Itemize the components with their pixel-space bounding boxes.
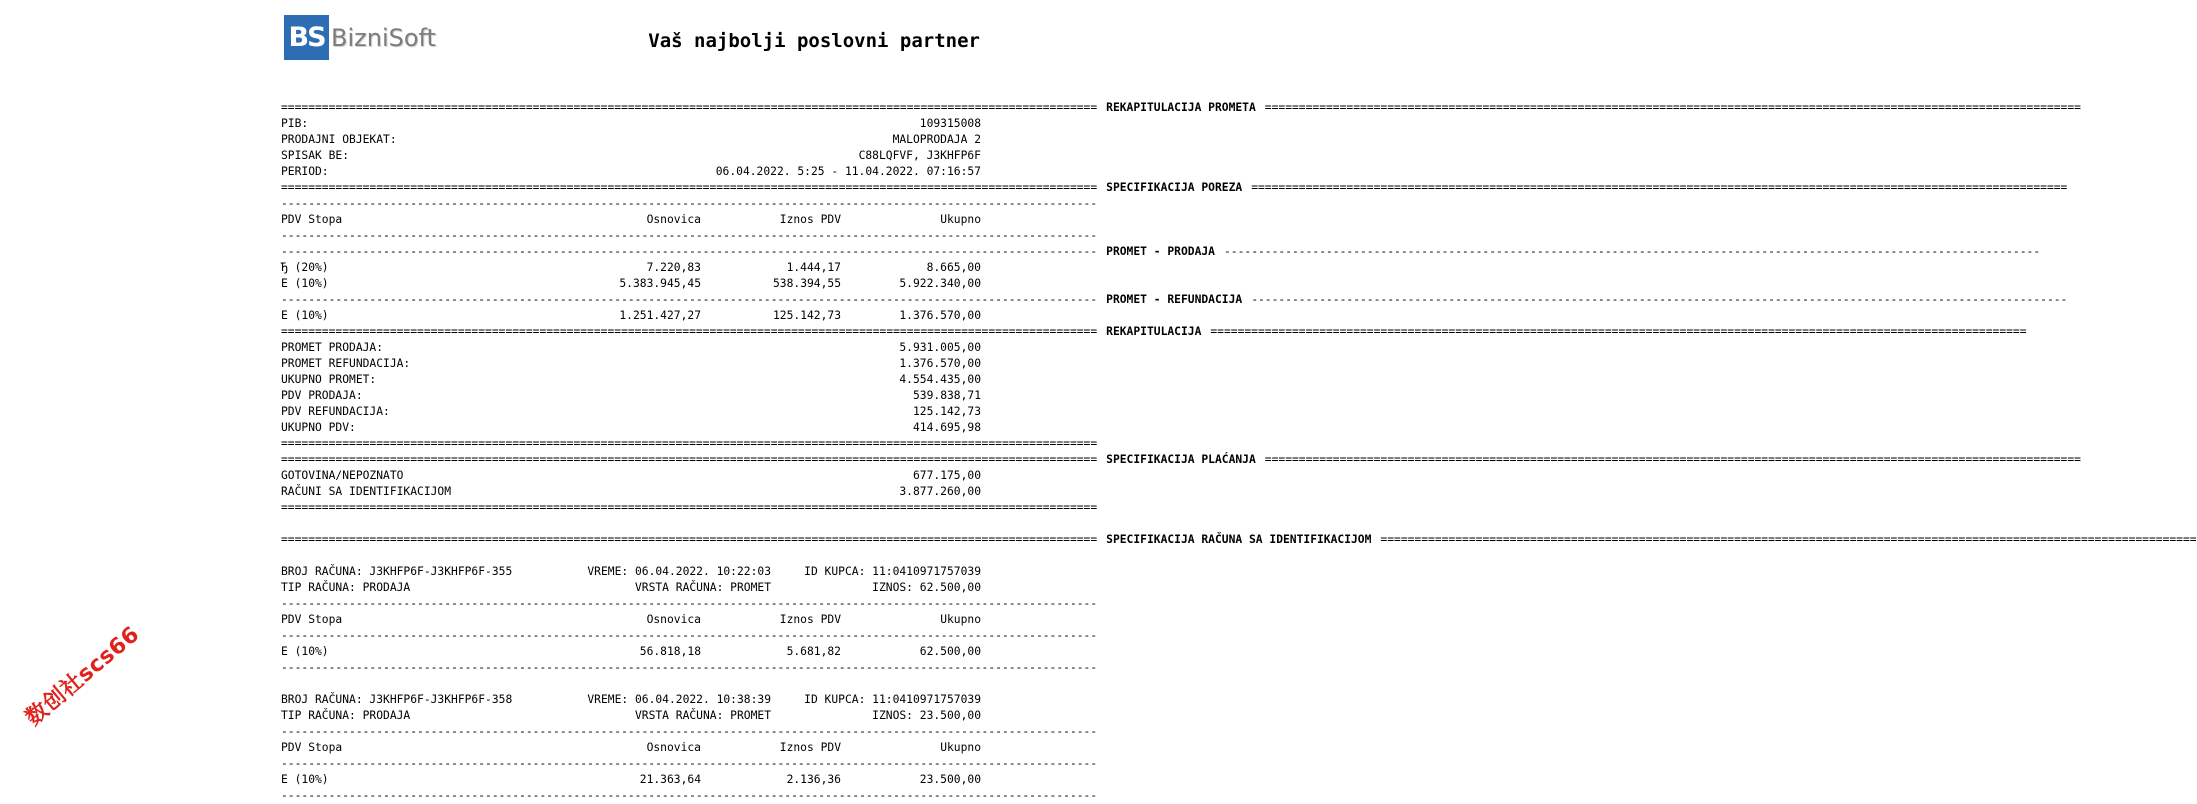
divider: ------------------------------------------------------------------------------------------------------------------------ (281, 725, 1098, 738)
tax-row: Ђ (20%) 7.220,83 1.444,17 8.665,00 (281, 261, 981, 274)
invoice-subheader: TIP RAČUNA: PRODAJA VRSTA RAČUNA: PROMET IZNOS: 62.500,00 (281, 581, 981, 594)
tax-row: Е (10%) 5.383.945,45 538.394,55 5.922.340,00 (281, 277, 981, 290)
logo-mark: BS (284, 15, 329, 60)
invoice-tax-row: Е (10%) 56.818,18 5.681,82 62.500,00 (281, 645, 981, 658)
rekap-row: PDV PRODAJA: 539.838,71 (281, 389, 981, 402)
invoice-subheader: TIP RAČUNA: PRODAJA VRSTA RAČUNA: PROMET IZNOS: 23.500,00 (281, 709, 981, 722)
bizni-soft-logo (284, 15, 436, 60)
payment-row: GOTOVINA/NEPOZNATO 677.175,00 (281, 469, 981, 482)
recap-title: REKAPITULACIJA PROMETA (1106, 101, 1256, 114)
report-body (281, 100, 2197, 804)
promet-refund-title-row: ------------------------------------------------------------------------------------------------------------------------ PROMET - REFUNDACIJA ------------------------------------------------------------------------------------------------------------------------ (281, 293, 2068, 306)
info-sales-object: PRODAJNI OBJEKAT: MALOPRODAJA 2 (281, 133, 981, 146)
divider: ------------------------------------------------------------------------------------------------------------------------ (281, 629, 1098, 642)
divider: ------------------------------------------------------------------------------------------------------------------------ (281, 197, 1098, 210)
divider: ------------------------------------------------------------------------------------------------------------------------ (281, 229, 1098, 242)
recap-title-row: ======================================================================================================================== REKAPITULACIJA PROMETA ======================================================================================================================== (281, 101, 2081, 114)
tax-table-header: PDV Stopa Osnovica Iznos PDV Ukupno (281, 213, 981, 226)
tax-spec-title: SPECIFIKACIJA POREZA (1106, 181, 1243, 194)
rekap-row: UKUPNO PDV: 414.695,98 (281, 421, 981, 434)
payment-title: SPECIFIKACIJA PLAĆANJA (1106, 453, 1256, 466)
receipt-document (281, 0, 2197, 804)
rekap-row: PDV REFUNDACIJA: 125.142,73 (281, 405, 981, 418)
invoice-tax-row: Е (10%) 21.363,64 2.136,36 23.500,00 (281, 773, 981, 786)
rekap-row: UKUPNO PROMET: 4.554.435,00 (281, 373, 981, 386)
invoices-title-row: ======================================================================================================================== SPECIFIKACIJA RAČUNA SA IDENTIFIKACIJOM ======================================================================================================================== (281, 533, 2197, 546)
invoices-title: SPECIFIKACIJA RAČUNA SA IDENTIFIKACIJOM (1106, 533, 1372, 546)
divider: ------------------------------------------------------------------------------------------------------------------------ (281, 597, 1098, 610)
payment-title-row: ======================================================================================================================== SPECIFIKACIJA PLAĆANJA ======================================================================================================================== (281, 453, 2081, 466)
watermark: 数创社scs66 (21, 621, 145, 731)
divider: ------------------------------------------------------------------------------------------------------------------------ (281, 757, 1098, 770)
promet-prodaja-title: PROMET - PRODAJA (1106, 245, 1215, 258)
header (281, 0, 981, 100)
divider: ------------------------------------------------------------------------------------------------------------------------ (281, 661, 1098, 674)
invoice-header: BROJ RAČUNA: J3KHFP6F-J3KHFP6F-355 VREME: 06.04.2022. 10:22:03 ID KUPCA: 11:0410971757039 (281, 565, 981, 578)
promet-prodaja-title-row: ------------------------------------------------------------------------------------------------------------------------ PROMET - PRODAJA ------------------------------------------------------------------------------------------------------------------------ (281, 245, 2041, 258)
divider: ======================================================================================================================== (281, 501, 1098, 514)
invoice-table-header: PDV Stopa Osnovica Iznos PDV Ukupno (281, 741, 981, 754)
info-period: PERIOD: 06.04.2022. 5:25 - 11.04.2022. 07:16:57 (281, 165, 981, 178)
logo-wordmark: BizniSoft (331, 23, 436, 52)
rekap-title: REKAPITULACIJA (1106, 325, 1202, 338)
invoice-table-header: PDV Stopa Osnovica Iznos PDV Ukupno (281, 613, 981, 626)
payment-row: RAČUNI SA IDENTIFIKACIJOM 3.877.260,00 (281, 485, 981, 498)
rekap-row: PROMET REFUNDACIJA: 1.376.570,00 (281, 357, 981, 370)
tagline: Vaš najbolji poslovni partner (648, 30, 980, 52)
rekap-row: PROMET PRODAJA: 5.931.005,00 (281, 341, 981, 354)
info-pib: PIB: 109315008 (281, 117, 981, 130)
tax-row: Е (10%) 1.251.427,27 125.142,73 1.376.570,00 (281, 309, 981, 322)
promet-refund-title: PROMET - REFUNDACIJA (1106, 293, 1243, 306)
rekap-title-row: ======================================================================================================================== REKAPITULACIJA ======================================================================================================================== (281, 325, 2027, 338)
divider: ======================================================================================================================== (281, 437, 1098, 450)
invoice-header: BROJ RAČUNA: J3KHFP6F-J3KHFP6F-358 VREME: 06.04.2022. 10:38:39 ID KUPCA: 11:0410971757039 (281, 693, 981, 706)
info-be-list: SPISAK BE: C88LQFVF, J3KHFP6F (281, 149, 981, 162)
tax-spec-title-row: ======================================================================================================================== SPECIFIKACIJA POREZA ======================================================================================================================== (281, 181, 2068, 194)
divider: ------------------------------------------------------------------------------------------------------------------------ (281, 789, 1098, 802)
